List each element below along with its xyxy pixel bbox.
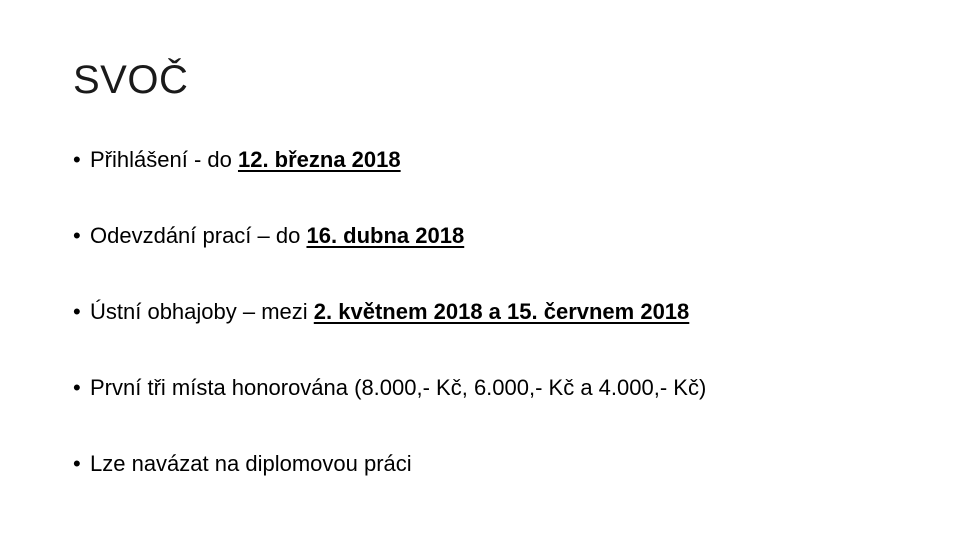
bullet-text: Lze navázat na diplomovou práci — [90, 451, 412, 476]
bullet-icon: • — [73, 375, 81, 400]
bullet-item-registration — [73, 140, 933, 216]
slide-title: SVOČ — [73, 58, 189, 102]
bullet-item-submission — [73, 216, 933, 292]
bullet-deadline: 16. dubna 2018 — [306, 223, 465, 248]
bullet-deadline: 2. květnem 2018 a 15. červnem 2018 — [313, 299, 690, 324]
bullet-text: Odevzdání prací – do — [90, 223, 307, 248]
bullet-icon: • — [73, 223, 81, 248]
bullet-list — [73, 140, 933, 520]
bullet-text: Přihlášení - do — [90, 147, 238, 172]
bullet-deadline: 12. března 2018 — [237, 147, 401, 172]
bullet-item-thesis — [73, 444, 933, 520]
bullet-text: Ústní obhajoby – mezi — [90, 299, 314, 324]
bullet-text: První tři místa honorována (8.000,- Kč, 6.000,- Kč a 4.000,- Kč) — [90, 375, 707, 400]
bullet-icon: • — [73, 451, 81, 476]
bullet-item-defense — [73, 292, 933, 368]
bullet-icon: • — [73, 147, 81, 172]
bullet-icon: • — [73, 299, 81, 324]
bullet-item-prizes — [73, 368, 933, 444]
